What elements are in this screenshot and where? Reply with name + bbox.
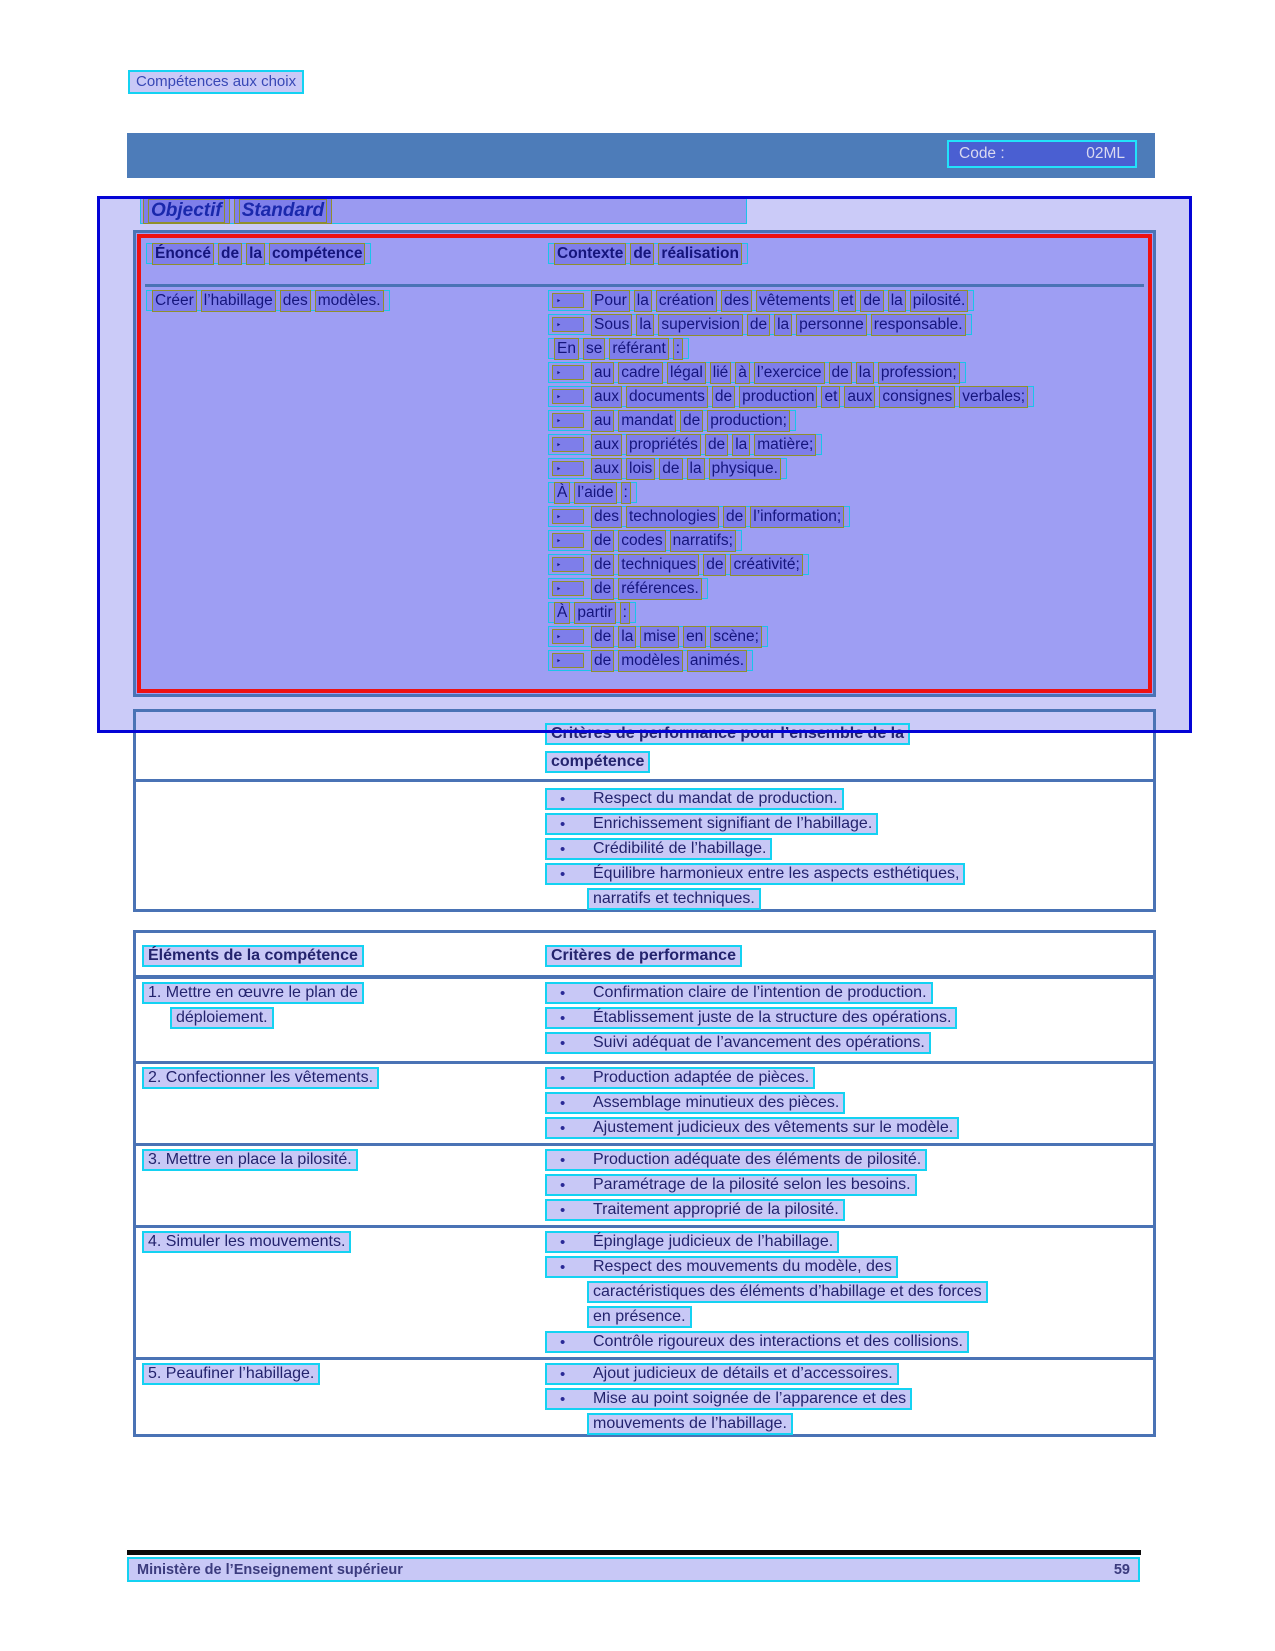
word-box: en bbox=[683, 626, 706, 648]
word-box: de bbox=[829, 362, 852, 384]
line-text: Mise au point soignée de l’apparence et des bbox=[593, 1390, 907, 1407]
bullet-icon: • bbox=[560, 1390, 566, 1408]
global-criteria-header-line1: Critères de performance pour l’ensemble de la bbox=[545, 723, 910, 745]
bullet-icon: • bbox=[560, 790, 566, 808]
line-text bbox=[589, 554, 805, 576]
word-box: de bbox=[680, 410, 703, 432]
word-box: scène; bbox=[710, 626, 762, 648]
line-text: 5. Peaufiner l’habillage. bbox=[148, 1365, 315, 1382]
word-box: modèles. bbox=[315, 290, 384, 312]
text-line bbox=[545, 863, 965, 885]
line-text: mouvements de l’habillage. bbox=[593, 1415, 787, 1432]
word-box: responsable. bbox=[871, 314, 966, 336]
bullet-icon: • bbox=[560, 1258, 566, 1276]
line-text: Production adéquate des éléments de pilosité. bbox=[593, 1151, 922, 1168]
text-line bbox=[587, 888, 761, 910]
line-text bbox=[589, 530, 738, 552]
word-box: de bbox=[591, 530, 614, 552]
word-box: création bbox=[656, 290, 717, 312]
standard-heading bbox=[234, 198, 332, 224]
word-box: lois bbox=[626, 458, 655, 480]
word-box: Contexte bbox=[554, 243, 626, 265]
bullet-icon: ‣ bbox=[552, 461, 584, 476]
word-box: de bbox=[591, 626, 614, 648]
bullet-icon: • bbox=[560, 1201, 566, 1219]
bullet-icon: • bbox=[560, 1151, 566, 1169]
global-criteria-header-line2: compétence bbox=[545, 751, 650, 773]
line-text bbox=[589, 386, 1030, 408]
text-line bbox=[548, 650, 753, 671]
competence-statement-table bbox=[133, 230, 1156, 697]
bullet-icon: ‣ bbox=[552, 533, 584, 548]
table-row bbox=[136, 1228, 1153, 1357]
word-box: de bbox=[591, 578, 614, 600]
text-line bbox=[548, 338, 689, 359]
element-cell bbox=[142, 1363, 537, 1388]
line-text bbox=[552, 482, 633, 504]
text-line bbox=[545, 1256, 898, 1278]
word-box: techniques bbox=[618, 554, 699, 576]
bullet-icon: • bbox=[560, 1233, 566, 1251]
word-box: créativité; bbox=[730, 554, 802, 576]
line-text bbox=[589, 458, 783, 480]
table-row bbox=[136, 1146, 1153, 1225]
word-box: de bbox=[723, 506, 746, 528]
bullet-icon: • bbox=[560, 1119, 566, 1137]
word-box: au bbox=[591, 362, 614, 384]
word-box: référant bbox=[609, 338, 668, 360]
line-text: 2. Confectionner les vêtements. bbox=[148, 1069, 374, 1086]
word-box: pilosité. bbox=[910, 290, 969, 312]
text-line bbox=[548, 506, 850, 527]
table-row bbox=[136, 1360, 1153, 1434]
criteria-cell bbox=[545, 1149, 1153, 1224]
word-box: lié bbox=[710, 362, 732, 384]
word-box: la bbox=[636, 314, 654, 336]
text-line bbox=[545, 813, 878, 835]
word-box: des bbox=[280, 290, 311, 312]
text-line bbox=[545, 1007, 957, 1029]
line-text: Suivi adéquat de l’avancement des opérations. bbox=[593, 1034, 925, 1051]
word-box: et bbox=[838, 290, 857, 312]
text-line bbox=[587, 1281, 988, 1303]
word-box: de bbox=[659, 458, 682, 480]
bullet-icon: • bbox=[560, 1176, 566, 1194]
word-box: de bbox=[591, 650, 614, 672]
text-line bbox=[545, 788, 844, 810]
text-line bbox=[548, 386, 1034, 407]
table-row bbox=[136, 1064, 1153, 1143]
line-text bbox=[552, 602, 632, 624]
line-text bbox=[589, 410, 792, 432]
text-line bbox=[142, 1067, 379, 1089]
word-box: la bbox=[246, 243, 265, 265]
word-box: production; bbox=[707, 410, 790, 432]
word-box: Sous bbox=[591, 314, 632, 336]
bullet-icon: ‣ bbox=[552, 437, 584, 452]
bullet-icon: ‣ bbox=[552, 557, 584, 572]
line-text bbox=[589, 290, 970, 312]
text-line bbox=[545, 1117, 959, 1139]
text-line bbox=[142, 982, 364, 1004]
text-line bbox=[548, 290, 974, 311]
word-box: de bbox=[747, 314, 770, 336]
page-title: Compétences aux choix bbox=[128, 70, 304, 94]
bullet-icon: • bbox=[560, 1034, 566, 1052]
bullet-icon: • bbox=[560, 1009, 566, 1027]
text-line bbox=[545, 1032, 931, 1054]
competence-statement bbox=[146, 290, 390, 311]
line-text: en présence. bbox=[593, 1308, 686, 1325]
word-box: documents bbox=[626, 386, 708, 408]
criteria-cell bbox=[545, 1231, 1153, 1356]
criteria-cell bbox=[545, 982, 1153, 1057]
word-box: de bbox=[705, 434, 728, 456]
word-box: mandat bbox=[618, 410, 676, 432]
word-box: compétence bbox=[269, 243, 365, 265]
element-cell bbox=[142, 1231, 537, 1256]
word-box: des bbox=[721, 290, 752, 312]
bullet-icon: • bbox=[560, 1094, 566, 1112]
text-line bbox=[548, 314, 972, 335]
line-text: Production adaptée de pièces. bbox=[593, 1069, 810, 1086]
bullet-icon: ‣ bbox=[552, 317, 584, 332]
criteria-cell bbox=[545, 1363, 1153, 1438]
word-box: partir bbox=[574, 602, 615, 624]
word-box: au bbox=[591, 410, 614, 432]
text-line bbox=[545, 982, 933, 1004]
bullet-icon: ‣ bbox=[552, 629, 584, 644]
line-text bbox=[589, 434, 818, 456]
text-line bbox=[548, 602, 636, 623]
word-box: aux bbox=[591, 386, 622, 408]
text-line bbox=[548, 578, 708, 599]
word-box: aux bbox=[591, 434, 622, 456]
word-box: à bbox=[735, 362, 750, 384]
text-line bbox=[545, 1231, 839, 1253]
word-box: légal bbox=[667, 362, 706, 384]
elements-criteria-table bbox=[133, 930, 1156, 1437]
line-text bbox=[589, 626, 764, 648]
text-line bbox=[548, 530, 742, 551]
footer-rule bbox=[127, 1550, 1141, 1555]
word-box: se bbox=[583, 338, 605, 360]
global-criteria-list bbox=[545, 788, 965, 913]
word-box: : bbox=[673, 338, 683, 360]
bullet-icon: ‣ bbox=[552, 653, 584, 668]
word-box: l’information; bbox=[750, 506, 844, 528]
bullet-icon: • bbox=[560, 1333, 566, 1351]
line-text bbox=[552, 338, 685, 360]
line-text: Contrôle rigoureux des interactions et des collisions. bbox=[593, 1333, 963, 1350]
column-header-enonce bbox=[146, 243, 371, 264]
text-line bbox=[587, 1306, 692, 1328]
line-text: Enrichissement signifiant de l’habillage. bbox=[593, 815, 873, 832]
word-box: la bbox=[732, 434, 750, 456]
word-box: modèles bbox=[618, 650, 683, 672]
word-box: À bbox=[554, 602, 570, 624]
word-box: : bbox=[621, 482, 631, 504]
word-box: propriétés bbox=[626, 434, 701, 456]
word-box: matière; bbox=[754, 434, 816, 456]
line-text: caractéristiques des éléments d’habillage et des forces bbox=[593, 1283, 982, 1300]
word-box: verbales; bbox=[959, 386, 1028, 408]
word-box: de bbox=[712, 386, 735, 408]
line-text: Respect des mouvements du modèle, des bbox=[593, 1258, 892, 1275]
line-text: 3. Mettre en place la pilosité. bbox=[148, 1151, 352, 1168]
word-box: de bbox=[630, 243, 654, 265]
text-line bbox=[170, 1007, 274, 1029]
word-box: de bbox=[703, 554, 726, 576]
bullet-icon: • bbox=[560, 1365, 566, 1383]
page-footer bbox=[127, 1557, 1140, 1582]
word-box: la bbox=[888, 290, 906, 312]
text-line bbox=[545, 1388, 912, 1410]
text-line bbox=[545, 838, 772, 860]
text-line bbox=[142, 1363, 320, 1385]
word-box: Standard bbox=[239, 199, 327, 223]
word-box: et bbox=[821, 386, 840, 408]
line-text bbox=[589, 314, 968, 336]
word-box: technologies bbox=[626, 506, 719, 528]
word-box: animés. bbox=[687, 650, 747, 672]
section-header-bar bbox=[127, 133, 1155, 178]
bullet-icon: ‣ bbox=[552, 413, 584, 428]
text-line bbox=[545, 1174, 917, 1196]
table-row bbox=[136, 979, 1153, 1061]
text-line bbox=[545, 1199, 845, 1221]
line-text: Assemblage minutieux des pièces. bbox=[593, 1094, 840, 1111]
table-header-separator bbox=[136, 779, 1153, 782]
word-box: narratifs; bbox=[670, 530, 736, 552]
word-box: mise bbox=[640, 626, 679, 648]
code-value: 02ML bbox=[1086, 145, 1125, 162]
word-box: de bbox=[860, 290, 883, 312]
word-box: consignes bbox=[879, 386, 955, 408]
text-line bbox=[142, 1231, 351, 1253]
footer-page-number: 59 bbox=[1113, 1561, 1130, 1578]
code-label: Code : bbox=[959, 145, 1005, 162]
word-box: vêtements bbox=[756, 290, 834, 312]
word-box: l’aide bbox=[574, 482, 616, 504]
word-box: Objectif bbox=[148, 199, 225, 223]
word-box: Énoncé bbox=[152, 243, 214, 265]
text-line bbox=[548, 434, 822, 455]
text-line bbox=[587, 1413, 793, 1435]
bullet-icon: • bbox=[560, 865, 566, 883]
text-line bbox=[545, 1149, 927, 1171]
element-cell bbox=[142, 1149, 537, 1174]
line-text: 1. Mettre en œuvre le plan de bbox=[148, 984, 358, 1001]
element-cell bbox=[142, 982, 537, 1032]
text-line bbox=[545, 1363, 899, 1385]
context-realisation-list bbox=[548, 290, 1034, 674]
word-box: codes bbox=[618, 530, 665, 552]
bullet-icon: ‣ bbox=[552, 293, 584, 308]
line-text: Ajustement judicieux des vêtements sur le modèle. bbox=[593, 1119, 954, 1136]
word-box: de bbox=[591, 554, 614, 576]
word-box: la bbox=[634, 290, 652, 312]
text-line bbox=[548, 626, 768, 647]
word-box: profession; bbox=[878, 362, 960, 384]
word-box: cadre bbox=[618, 362, 663, 384]
column-header-contexte bbox=[548, 243, 748, 264]
word-box: des bbox=[591, 506, 622, 528]
word-box: l’habillage bbox=[201, 290, 276, 312]
line-text: déploiement. bbox=[176, 1009, 268, 1026]
bullet-icon: ‣ bbox=[552, 509, 584, 524]
bullet-icon: • bbox=[560, 840, 566, 858]
word-box: références. bbox=[618, 578, 702, 600]
word-box: l’exercice bbox=[754, 362, 825, 384]
line-text: Paramétrage de la pilosité selon les besoins. bbox=[593, 1176, 911, 1193]
word-box: Pour bbox=[591, 290, 630, 312]
word-box: À bbox=[554, 482, 570, 504]
line-text bbox=[589, 362, 962, 384]
global-criteria-table bbox=[133, 709, 1156, 912]
column-header-criteres: Critères de performance bbox=[545, 945, 742, 967]
line-text bbox=[589, 506, 846, 528]
line-text: Épinglage judicieux de l’habillage. bbox=[593, 1233, 834, 1250]
bullet-icon: • bbox=[560, 984, 566, 1002]
word-box: physique. bbox=[709, 458, 781, 480]
text-line bbox=[142, 1149, 358, 1171]
line-text: Respect du mandat de production. bbox=[593, 790, 838, 807]
text-line bbox=[545, 1331, 969, 1353]
text-line bbox=[545, 1092, 845, 1114]
line-text: Crédibilité de l’habillage. bbox=[593, 840, 767, 857]
criteria-cell bbox=[545, 1067, 1153, 1142]
objectif-standard-row bbox=[140, 198, 747, 224]
word-box: En bbox=[554, 338, 579, 360]
text-line bbox=[545, 1067, 815, 1089]
footer-ministry: Ministère de l’Enseignement supérieur bbox=[137, 1561, 403, 1578]
line-text: 4. Simuler les mouvements. bbox=[148, 1233, 346, 1250]
bullet-icon: • bbox=[560, 815, 566, 833]
line-text: narratifs et techniques. bbox=[593, 890, 755, 907]
word-box: la bbox=[687, 458, 705, 480]
word-box: Créer bbox=[152, 290, 197, 312]
word-box: la bbox=[774, 314, 792, 336]
bullet-icon: ‣ bbox=[552, 581, 584, 596]
word-box: : bbox=[620, 602, 630, 624]
word-box: personne bbox=[796, 314, 867, 336]
table-header-separator bbox=[145, 284, 1144, 287]
word-box: supervision bbox=[658, 314, 742, 336]
text-line bbox=[548, 482, 637, 503]
word-box: aux bbox=[844, 386, 875, 408]
word-box: la bbox=[856, 362, 874, 384]
line-text: Établissement juste de la structure des opérations. bbox=[593, 1009, 952, 1026]
line-text: Confirmation claire de l’intention de production. bbox=[593, 984, 927, 1001]
bullet-icon: • bbox=[560, 1069, 566, 1087]
text-line bbox=[548, 410, 796, 431]
bullet-icon: ‣ bbox=[552, 389, 584, 404]
element-cell bbox=[142, 1067, 537, 1092]
line-text bbox=[589, 650, 749, 672]
word-box: la bbox=[618, 626, 636, 648]
line-text bbox=[589, 578, 704, 600]
line-text: Équilibre harmonieux entre les aspects esthétiques, bbox=[593, 865, 960, 882]
word-box: production bbox=[739, 386, 817, 408]
text-line bbox=[548, 458, 787, 479]
word-box: réalisation bbox=[658, 243, 742, 265]
objectif-heading bbox=[143, 198, 230, 224]
line-text: Traitement approprié de la pilosité. bbox=[593, 1201, 839, 1218]
word-box: aux bbox=[591, 458, 622, 480]
text-line bbox=[548, 554, 809, 575]
column-header-elements: Éléments de la compétence bbox=[142, 945, 364, 967]
text-line bbox=[548, 362, 966, 383]
word-box: de bbox=[218, 243, 242, 265]
bullet-icon: ‣ bbox=[552, 365, 584, 380]
code-badge bbox=[947, 140, 1137, 168]
line-text: Ajout judicieux de détails et d’accessoires. bbox=[593, 1365, 893, 1382]
